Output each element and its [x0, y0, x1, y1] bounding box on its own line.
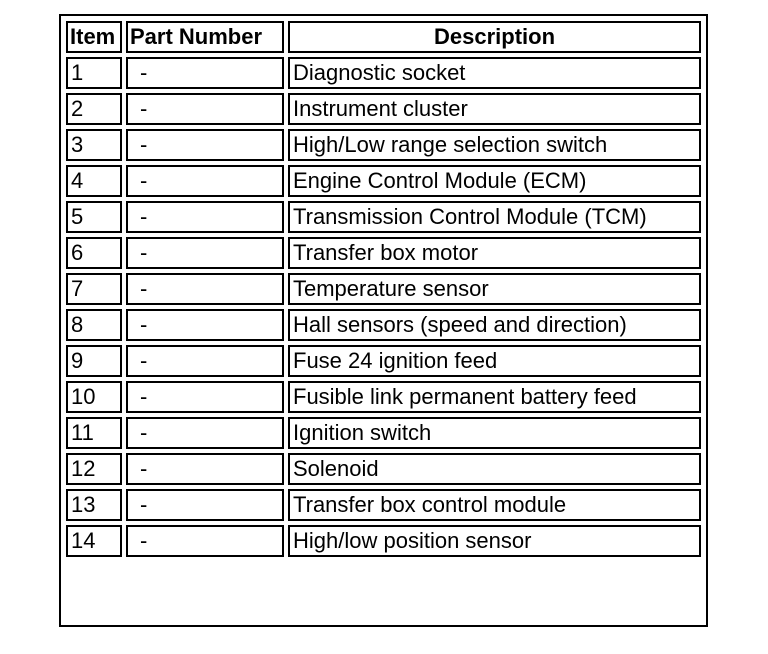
- row-part-number: -: [126, 345, 284, 377]
- table-row: [66, 237, 701, 269]
- row-item-number: 10: [66, 381, 122, 413]
- table-row: [66, 453, 701, 485]
- header-item: Item: [66, 21, 122, 53]
- row-item-number: 13: [66, 489, 122, 521]
- row-description: Temperature sensor: [288, 273, 701, 305]
- row-description: Transmission Control Module (TCM): [288, 201, 701, 233]
- row-item-number: 4: [66, 165, 122, 197]
- row-part-number: -: [126, 309, 284, 341]
- row-part-number: -: [126, 93, 284, 125]
- row-item-number: 11: [66, 417, 122, 449]
- row-description: Transfer box motor: [288, 237, 701, 269]
- table-row: [66, 93, 701, 125]
- row-part-number: -: [126, 273, 284, 305]
- table-row: [66, 273, 701, 305]
- row-item-number: 7: [66, 273, 122, 305]
- row-item-number: 8: [66, 309, 122, 341]
- row-item-number: 1: [66, 57, 122, 89]
- row-part-number: -: [126, 165, 284, 197]
- table-body: [66, 57, 701, 557]
- row-part-number: -: [126, 453, 284, 485]
- row-part-number: -: [126, 489, 284, 521]
- row-part-number: -: [126, 237, 284, 269]
- table-header-row: [66, 21, 701, 53]
- table-row: [66, 201, 701, 233]
- row-description: High/low position sensor: [288, 525, 701, 557]
- table-row: [66, 309, 701, 341]
- row-item-number: 6: [66, 237, 122, 269]
- row-part-number: -: [126, 129, 284, 161]
- row-description: Ignition switch: [288, 417, 701, 449]
- row-item-number: 5: [66, 201, 122, 233]
- row-item-number: 3: [66, 129, 122, 161]
- row-description: Transfer box control module: [288, 489, 701, 521]
- row-item-number: 9: [66, 345, 122, 377]
- row-part-number: -: [126, 201, 284, 233]
- row-description: High/Low range selection switch: [288, 129, 701, 161]
- row-item-number: 2: [66, 93, 122, 125]
- row-part-number: -: [126, 417, 284, 449]
- parts-table: [62, 17, 705, 561]
- row-part-number: -: [126, 525, 284, 557]
- table-row: [66, 57, 701, 89]
- header-description: Description: [288, 21, 701, 53]
- table-row: [66, 489, 701, 521]
- row-item-number: 14: [66, 525, 122, 557]
- header-part-number: Part Number: [126, 21, 284, 53]
- row-description: Instrument cluster: [288, 93, 701, 125]
- row-description: Diagnostic socket: [288, 57, 701, 89]
- row-part-number: -: [126, 57, 284, 89]
- table-row: [66, 417, 701, 449]
- row-description: Engine Control Module (ECM): [288, 165, 701, 197]
- row-item-number: 12: [66, 453, 122, 485]
- row-description: Hall sensors (speed and direction): [288, 309, 701, 341]
- parts-table-frame: [59, 14, 708, 627]
- table-row: [66, 165, 701, 197]
- table-row: [66, 345, 701, 377]
- row-description: Solenoid: [288, 453, 701, 485]
- table-row: [66, 525, 701, 557]
- table-row: [66, 129, 701, 161]
- row-description: Fuse 24 ignition feed: [288, 345, 701, 377]
- row-description: Fusible link permanent battery feed: [288, 381, 701, 413]
- table-row: [66, 381, 701, 413]
- row-part-number: -: [126, 381, 284, 413]
